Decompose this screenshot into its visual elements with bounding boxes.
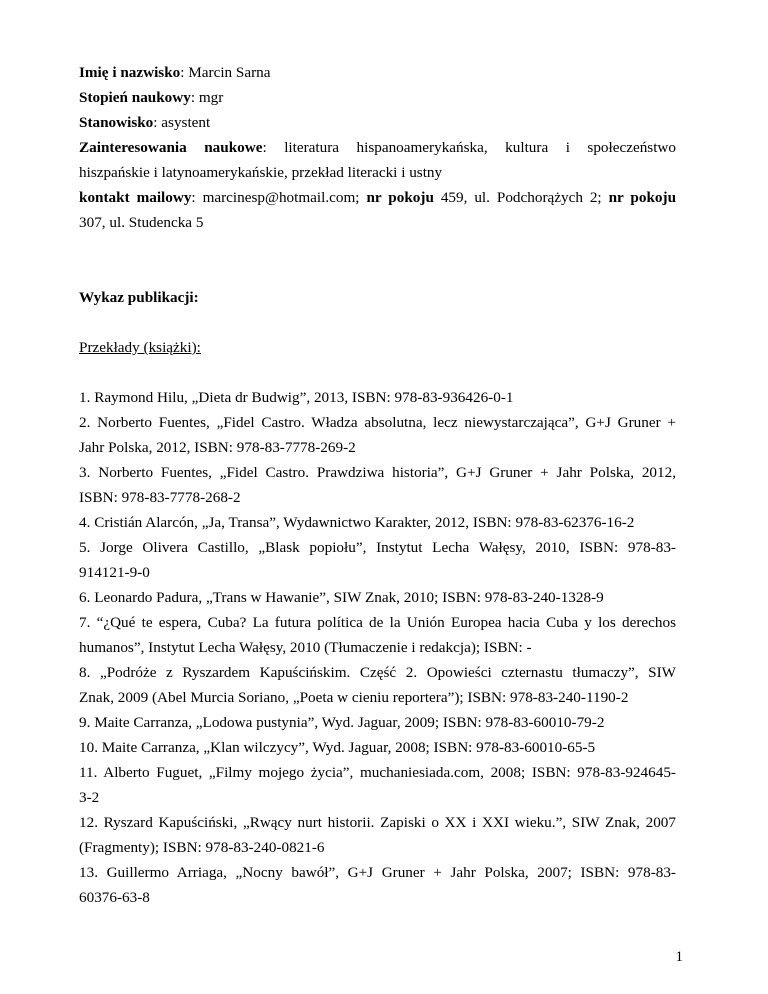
contact-line-2: [79, 210, 676, 235]
position-value: : asystent: [153, 114, 211, 131]
name-value: : Marcin Sarna: [180, 64, 271, 81]
interests-label: Zainteresowania naukowe: [79, 139, 263, 156]
publications-heading: Wykaz publikacji:: [79, 289, 199, 306]
publication-item: [79, 460, 676, 510]
publication-item: [79, 410, 676, 460]
spacer: [79, 235, 676, 260]
publication-line: 7. “¿Qué te espera, Cuba? La futura política de la Unión Europea hacia Cuba y los derechos: [79, 614, 676, 631]
publication-item: [79, 535, 676, 585]
publication-item: [79, 810, 676, 860]
page-number: 1: [675, 949, 683, 965]
publications-subheading: Przekłady (książki):: [79, 339, 201, 356]
room-label-2: nr pokoju: [608, 189, 676, 206]
publication-line: 4. Cristián Alarcón, „Ja, Transa”, Wydawnictwo Karakter, 2012, ISBN: 978-83-62376-16-2: [79, 514, 635, 531]
degree-label: Stopień naukowy: [79, 89, 191, 106]
interests-line-1: [79, 135, 676, 160]
publication-list: [79, 385, 676, 910]
publication-item: [79, 585, 676, 610]
degree-line: [79, 85, 676, 110]
contact-label: kontakt mailowy: [79, 189, 192, 206]
publication-item: [79, 860, 676, 910]
publication-item: [79, 610, 676, 660]
position-label: Stanowisko: [79, 114, 154, 131]
spacer: [79, 310, 676, 335]
publication-item: [79, 760, 676, 810]
interests-value-line-2: hiszpańskie i latynoamerykańskie, przekład literacki i ustny: [79, 164, 443, 181]
room-value-1: 459, ul. Podchorążych 2;: [433, 189, 609, 206]
publication-line: 6. Leonardo Padura, „Trans w Hawanie”, SIW Znak, 2010; ISBN: 978-83-240-1328-9: [79, 589, 604, 606]
spacer: [79, 360, 676, 385]
contact-value: : marcinesp@hotmail.com;: [191, 189, 367, 206]
contact-line-1: [79, 185, 676, 210]
publication-item: [79, 385, 676, 410]
publication-line: humanos”, Instytut Lecha Wałęsy, 2010 (Tłumaczenie i redakcja); ISBN: -: [79, 639, 532, 656]
publication-item: [79, 710, 676, 735]
publication-line: 1. Raymond Hilu, „Dieta dr Budwig”, 2013, ISBN: 978-83-936426-0-1: [79, 389, 514, 406]
name-label: Imię i nazwisko: [79, 64, 181, 81]
degree-value: : mgr: [190, 89, 224, 106]
publication-item: [79, 735, 676, 760]
publication-line: Znak, 2009 (Abel Murcia Soriano, „Poeta w cieniu reportera”); ISBN: 978-83-240-1190-2: [79, 689, 629, 706]
document-content: [79, 60, 676, 910]
interests-line-2: [79, 160, 676, 185]
publication-line: 2. Norberto Fuentes, „Fidel Castro. Władza absolutna, lecz niewystarczająca”, G+J Gruner +: [79, 414, 676, 431]
publication-line: 3. Norberto Fuentes, „Fidel Castro. Prawdziwa historia”, G+J Gruner + Jahr Polska, 2012,: [79, 464, 676, 481]
publication-line: ISBN: 978-83-7778-268-2: [79, 489, 241, 506]
publication-line: 3-2: [79, 789, 100, 806]
publication-item: [79, 510, 676, 535]
publication-line: 12. Ryszard Kapuściński, „Rwący nurt historii. Zapiski o XX i XXI wieku.”, SIW Znak, 2007: [79, 814, 676, 831]
publication-line: 13. Guillermo Arriaga, „Nocny bawół”, G+J Gruner + Jahr Polska, 2007; ISBN: 978-83-: [79, 864, 676, 881]
publication-line: 9. Maite Carranza, „Lodowa pustynia”, Wyd. Jaguar, 2009; ISBN: 978-83-60010-79-2: [79, 714, 605, 731]
position-line: [79, 110, 676, 135]
room-value-2: 307, ul. Studencka 5: [79, 214, 204, 231]
room-label-1: nr pokoju: [366, 189, 434, 206]
interests-value-line-1: : literatura hispanoamerykańska, kultura i społeczeństwo: [262, 139, 676, 156]
spacer: [79, 260, 676, 285]
name-line: [79, 60, 676, 85]
publication-line: 60376-63-8: [79, 889, 150, 906]
publication-line: (Fragmenty); ISBN: 978-83-240-0821-6: [79, 839, 325, 856]
publication-line: 8. „Podróże z Ryszardem Kapuścińskim. Część 2. Opowieści czternastu tłumaczy”, SIW: [79, 664, 676, 681]
publication-line: 5. Jorge Olivera Castillo, „Blask popiołu”, Instytut Lecha Wałęsy, 2010, ISBN: 978-83-: [79, 539, 676, 556]
publication-item: [79, 660, 676, 710]
publication-line: 914121-9-0: [79, 564, 150, 581]
publication-line: 11. Alberto Fuguet, „Filmy mojego życia”, muchaniesiada.com, 2008; ISBN: 978-83-924645-: [79, 764, 676, 781]
publication-line: 10. Maite Carranza, „Klan wilczycy”, Wyd. Jaguar, 2008; ISBN: 978-83-60010-65-5: [79, 739, 596, 756]
publication-line: Jahr Polska, 2012, ISBN: 978-83-7778-269-2: [79, 439, 356, 456]
